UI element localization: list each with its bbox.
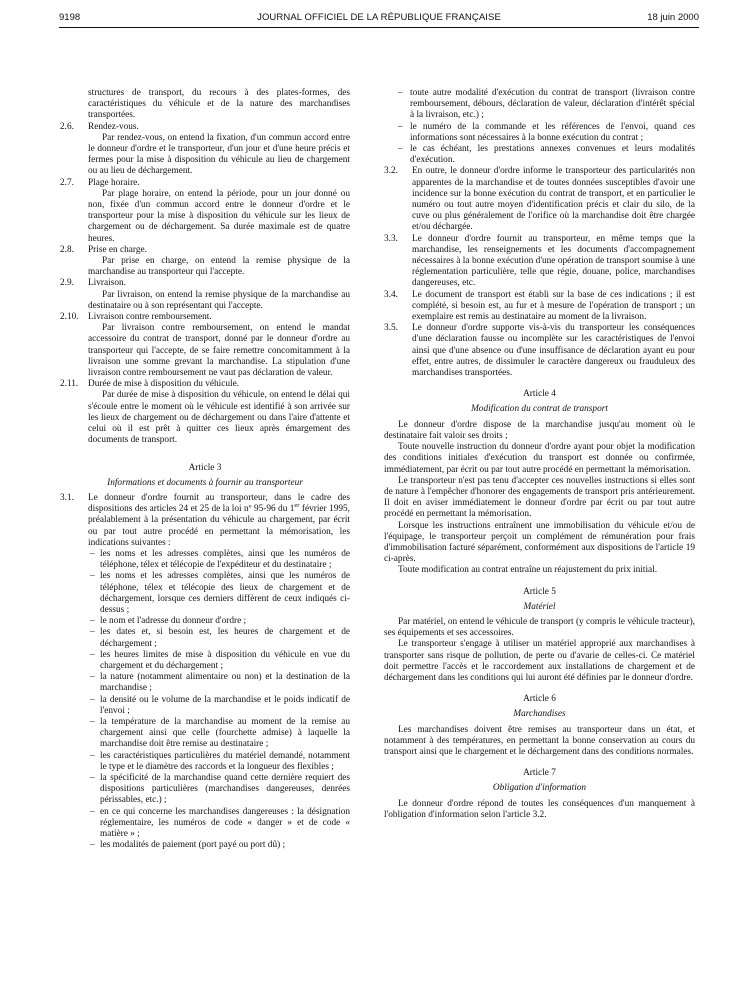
article-4-paragraph: Toute nouvelle instruction du donneur d'ordre ayant pour objet la modification des conditions initiales d'exécution du transport est donnée ou confirmée, immédiatement, par écrit ou par tout autre procédé en permettant la mémorisation. <box>384 442 695 475</box>
list-item: – les noms et les adresses complètes, ainsi que les numéros de téléphone, télex et télécopie de l'expéditeur et du destinataire ; <box>88 549 350 571</box>
section-text: Le document de transport est établi sur la base de ces indications ; il est complété, si besoin est, au fur et à mesure de l'opération de transport ; un exemplaire est remis au destinataire au moment de la livraison. <box>412 289 695 323</box>
section-text: Par rendez-vous, on entend la fixation, d'un commun accord entre le donneur d'ordre et le transporteur, d'un jour et d'une heure précis et fermes pour la mise à disposition du véhicule au lieu de chargement ou au lieu de déchargement. <box>88 132 350 177</box>
section-text <box>88 493 350 549</box>
section-2-11 <box>60 379 350 446</box>
article-7-heading: Article 7 <box>523 768 556 779</box>
article-6-subtitle: Marchandises <box>513 709 566 720</box>
section-2-6 <box>60 122 350 178</box>
section-title: Plage horaire. <box>88 177 140 188</box>
section-text: En outre, le donneur d'ordre informe le transporteur des particularités non apparentes de la marchandise et de toutes données susceptibles d'avoir une incidence sur la bonne exécution du contrat de transport, et en particulier le numéro ou tout autre moyen d'identification précis et clair du silo, de la cuve ou plus généralement de l'orifice où la marchandise doit être chargée et/ou déchargée. <box>412 166 695 233</box>
section-text: Par plage horaire, on entend la période, pour un jour donné ou non, fixée d'un commun accord entre le donneur d'ordre et le transporteur pour la mise à disposition du véhicule sur les lieux de chargement ou de déchargement. Sa durée maximale est de quatre heures. <box>88 188 350 244</box>
section-title: Rendez-vous. <box>88 121 139 132</box>
list-item: – en ce qui concerne les marchandises dangereuses : la désignation réglementaire, les numéros de code « danger » et de code « matière » ; <box>88 807 350 841</box>
article-6-heading: Article 6 <box>523 694 556 705</box>
section-number: 2.10. <box>60 312 79 323</box>
list-item: – la nature (notamment alimentaire ou non) et la destination de la marchandise ; <box>88 672 350 694</box>
list-item: – toute autre modalité d'exécution du contrat de transport (livraison contre remboursement, débours, déclaration de valeur, déclaration d'intérêt spécial à la livraison, etc.) ; <box>398 88 695 122</box>
section-text: Par livraison, on entend la remise physique de la marchandise au destinataire ou à son représentant qui l'accepte. <box>88 289 350 311</box>
section-3-4 <box>384 290 695 324</box>
section-text-part: février 1995, préalablement à la présentation du véhicule au chargement, par écrit ou par tout autre procédé en permettant la mémorisation, les indications suivantes : <box>88 504 350 548</box>
continued-list <box>384 88 695 166</box>
section-number: 3.5. <box>384 323 398 334</box>
list-item: – les caractéristiques particulières du matériel demandé, notamment le type et le diamètre des raccords et la longueur des flexibles ; <box>88 751 350 773</box>
section-number: 3.2. <box>384 166 398 177</box>
list-item: – la densité ou le volume de la marchandise et le poids indicatif de l'envoi ; <box>88 695 350 717</box>
section-3-3 <box>384 234 695 290</box>
header-rule <box>59 27 699 28</box>
section-number: 2.7. <box>60 177 74 188</box>
section-text-part: Le donneur d'ordre fournit au transporteur, dans le cadre des dispositions des articles 24 et 25 de la loi nº 95-96 du 1 <box>88 492 350 515</box>
section-text: Par prise en charge, on entend la remise physique de la marchandise au transporteur qui l'accepte. <box>88 256 350 278</box>
list-item: – le cas échéant, les prestations annexes convenues et leurs modalités d'exécution. <box>398 144 695 166</box>
section-2-7 <box>60 178 350 245</box>
article-3-heading: Article 3 <box>188 462 222 473</box>
article-4-paragraph: Toute modification au contrat entraîne un réajustement du prix initial. <box>398 565 658 576</box>
article-5-paragraph: Par matériel, on entend le véhicule de transport (y compris le véhicule tracteur), ses équipements et ses accessoires. <box>384 616 695 639</box>
article-4-heading: Article 4 <box>523 389 556 400</box>
section-title: Livraison. <box>88 278 126 289</box>
list-item: – les heures limites de mise à disposition du véhicule en vue du chargement et du déchargement ; <box>88 650 350 672</box>
section-3-5 <box>384 323 695 379</box>
list-item: – le nom et l'adresse du donneur d'ordre ; <box>88 616 350 627</box>
section-number: 2.6. <box>60 121 74 132</box>
issue-date: 18 juin 2000 <box>647 12 699 23</box>
section-text: Le donneur d'ordre fournit au transporteur, en même temps que la marchandise, les renseignements et les documents d'accompagnement nécessaires à la bonne exécution d'une opération de transport soumise à une réglementation particulière, telle que régie, douane, police, marchandises dangereuses, etc. <box>412 233 695 289</box>
continued-paragraph: structures de transport, du recours à des plates-formes, des caractéristiques du véhicule et de la nature des marchandises transportées. <box>88 88 350 121</box>
section-3-1 <box>60 493 350 852</box>
section-3-2 <box>384 166 695 233</box>
section-2-10 <box>60 312 350 379</box>
article-6-paragraph: Les marchandises doivent être remises au transporteur dans un état, et notamment à des températures, en permettant la bonne conservation au cours du transport ainsi que le chargement et le déchargement dans des conditions normales. <box>384 724 695 757</box>
article-3-subtitle: Informations et documents à fournir au transporteur <box>107 477 303 488</box>
left-column <box>60 88 350 851</box>
section-number: 3.3. <box>384 233 398 244</box>
section-2-9 <box>60 278 350 312</box>
article-5-paragraph: Le transporteur s'engage à utiliser un matériel approprié aux marchandises à transporter sans risque de pollution, de perte ou d'avarie de celles-ci. Ce matériel doit permettre l'accès et le raccordement aux installations de chargement et de déchargement dans les conditions qui lui auront été définies par le donneur d'ordre. <box>384 639 695 683</box>
section-title: Prise en charge. <box>88 244 147 255</box>
article-7-paragraph: Le donneur d'ordre répond de toutes les conséquences d'un manquement à l'obligation d'information selon l'article 3.2. <box>384 798 695 820</box>
article-4-paragraph: Le transporteur n'est pas tenu d'accepter ces nouvelles instructions si elles sont de nature à l'empêcher d'honorer des engagements de transport pris antérieurement. Il doit en aviser immédiatement le donneur d'ordre par écrit ou par tout autre procédé en permettant la mémorisation. <box>384 475 695 520</box>
journal-title: JOURNAL OFFICIEL DE LA RÉPUBLIQUE FRANÇAISE <box>257 12 501 23</box>
section-title: Durée de mise à disposition du véhicule. <box>88 379 240 390</box>
list-item: – les noms et les adresses complètes, ainsi que les numéros de téléphone, télex et télécopie des lieux de chargement et de déchargement, lorsque ces derniers diffèrent de ceux indiqués ci-dessus ; <box>88 571 350 616</box>
page-header <box>59 10 699 26</box>
article-4-paragraph: Le donneur d'ordre dispose de la marchandise jusqu'au moment où le destinataire fait valoir ses droits ; <box>384 419 695 441</box>
list-item: – les dates et, si besoin est, les heures de chargement et de déchargement ; <box>88 627 350 649</box>
article-4-subtitle: Modification du contrat de transport <box>471 404 608 415</box>
list-item: – la spécificité de la marchandise quand cette dernière requiert des dispositions particulières (marchandises dangereuses, denrées périssables, etc.) ; <box>88 773 350 807</box>
section-number: 2.9. <box>60 278 74 289</box>
section-number: 3.1. <box>60 492 74 503</box>
article-4-paragraph: Lorsque les instructions entraînent une immobilisation du véhicule et/ou de l'équipage, le transporteur perçoit un complément de rémunération pour frais d'immobilisation facturé séparément, conformément aux dispositions de l'article 19 ci-après. <box>384 520 695 565</box>
list-item: – le numéro de la commande et les références de l'envoi, quand ces informations sont nécessaires à la bonne exécution du contrat ; <box>398 122 695 144</box>
section-text: Par livraison contre remboursement, on entend le mandat accessoire du contrat de transport, donné par le donneur d'ordre au transporteur qui l'accepte, de se faire remettre concomitamment à la livraison une somme grevant la marchandise. La stipulation d'une livraison contre remboursement ne vaut pas déclaration de valeur. <box>88 323 350 379</box>
article-5-subtitle: Matériel <box>523 601 556 612</box>
article-5-heading: Article 5 <box>523 586 556 597</box>
section-number: 2.8. <box>60 244 74 255</box>
right-column <box>384 88 695 821</box>
section-number: 2.11. <box>60 379 79 390</box>
section-number: 3.4. <box>384 289 398 300</box>
page-number: 9198 <box>59 12 81 23</box>
section-2-8 <box>60 245 350 279</box>
list-item: – la température de la marchandise au moment de la remise au chargement ainsi que celle (fourchette admise) à laquelle la marchandise doit être remise au destinataire ; <box>88 717 350 751</box>
section-title: Livraison contre remboursement. <box>88 312 212 323</box>
list-item: – les modalités de paiement (port payé ou port dû) ; <box>88 840 350 851</box>
superscript: er <box>294 502 300 510</box>
section-text: Le donneur d'ordre supporte vis-à-vis du transporteur les conséquences d'une déclaration fausse ou incomplète sur les caractéristiques de l'envoi ainsi que d'une absence ou d'une insuffisance de déclaration ayant eu pour effet, entre autres, de dissimuler le caractère dangereux ou frauduleux des marchandises transportées. <box>412 323 695 379</box>
section-text: Par durée de mise à disposition du véhicule, on entend le délai qui s'écoule entre le moment où le véhicule est identifié à son arrivée sur les lieux de chargement ou de déchargement ou dans l'aire d'attente et celui où il est prêt à quitter ces lieux après émargement des documents de transport. <box>88 390 350 446</box>
article-7-subtitle: Obligation d'information <box>492 783 587 794</box>
